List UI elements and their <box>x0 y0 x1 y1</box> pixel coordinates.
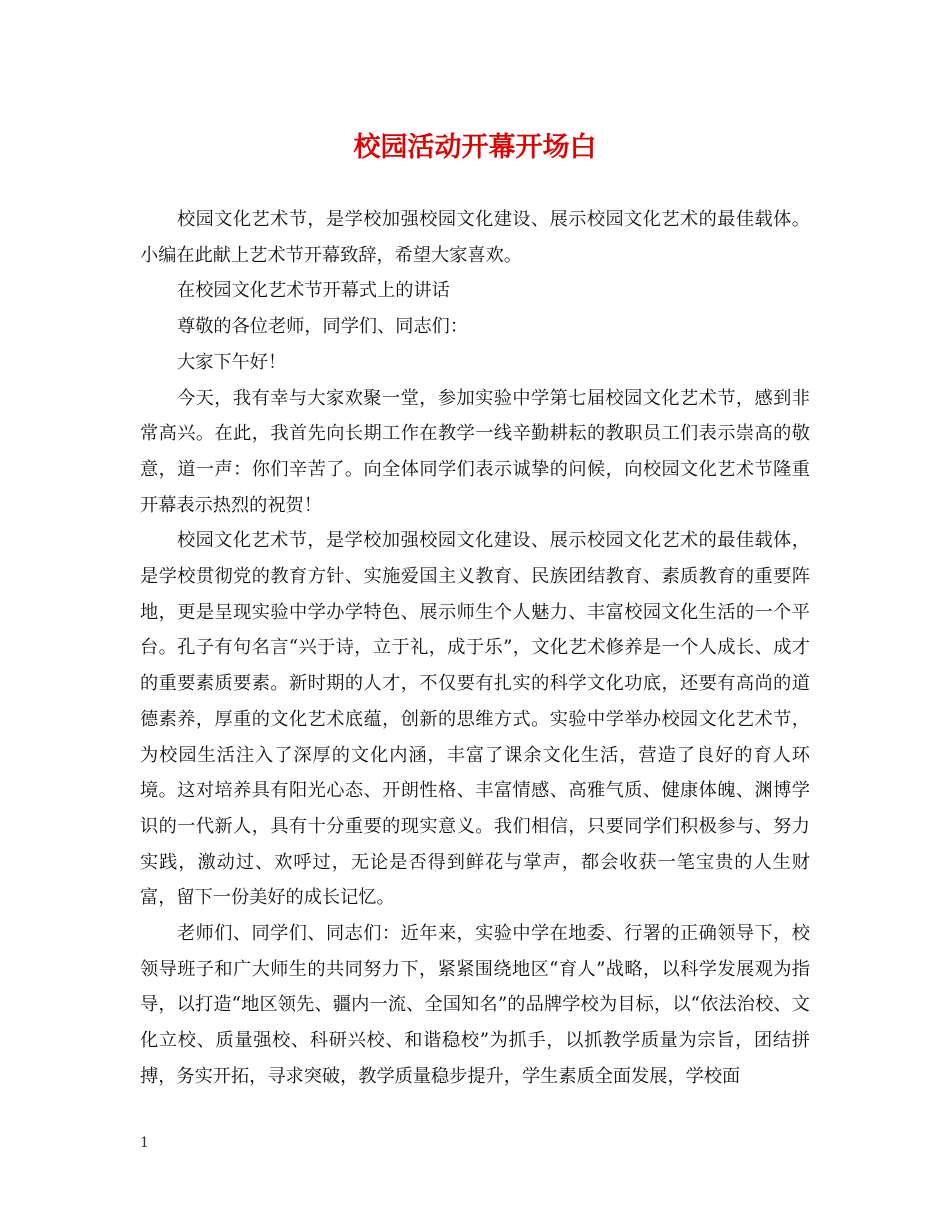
paragraph-speech-heading: 在校园文化艺术节开幕式上的讲话 <box>177 280 450 302</box>
document-body <box>140 202 810 1095</box>
paragraph-intro: 校园文化艺术节，是学校加强校园文化建设、展示校园文化艺术的最佳载体。小编在此献上艺术节开幕致辞，希望大家喜欢。 <box>140 209 810 266</box>
paragraph-greeting: 大家下午好！ <box>177 351 287 373</box>
paragraph-school-achievements: 老师们、同学们、同志们：近年来，实验中学在地委、行署的正确领导下，校领导班子和广大师生的共同努力下，紧紧围绕地区“育人”战略，以科学发展观为指导，以打造“地区领先、疆内一流、全国知名”的品牌学校为目标，以“依法治校、文化立校、质量强校、科研兴校、和谐稳校”为抓手，以抓教学质量为宗旨，团结拼搏，务实开拓，寻求突破，教学质量稳步提升，学生素质全面发展，学校面 <box>140 923 810 1087</box>
page-number: 1 <box>140 1135 149 1151</box>
paragraph-salutation: 尊敬的各位老师，同学们、同志们： <box>177 316 469 338</box>
paragraph-festival-significance: 校园文化艺术节，是学校加强校园文化建设、展示校园文化艺术的最佳载体，是学校贯彻党的教育方针、实施爱国主义教育、民族团结教育、素质教育的重要阵地，更是呈现实验中学办学特色、展示师生个人魅力、丰富校园文化生活的一个平台。孔子有句名言“兴于诗，立于礼，成于乐”，文化艺术修养是一个人成长、成才的重要素质要素。新时期的人才，不仅要有扎实的科学文化功底，还要有高尚的道德素养，厚重的文化艺术底蕴，创新的思维方式。实验中学举办校园文化艺术节，为校园生活注入了深厚的文化内涵，丰富了课余文化生活，营造了良好的育人环境。这对培养具有阳光心态、开朗性格、丰富情感、高雅气质、健康体魄、渊博学识的一代新人，具有十分重要的现实意义。我们相信，只要同学们积极参与、努力实践，激动过、欢呼过，无论是否得到鲜花与掌声，都会收获一笔宝贵的人生财富，留下一份美好的成长记忆。 <box>140 530 810 909</box>
paragraph-opening: 今天，我有幸与大家欢聚一堂，参加实验中学第七届校园文化艺术节，感到非常高兴。在此，我首先向长期工作在教学一线辛勤耕耘的教职员工们表示崇高的敬意，道一声：你们辛苦了。向全体同学们表示诚挚的问候，向校园文化艺术节隆重开幕表示热烈的祝贺！ <box>140 387 810 516</box>
document-title: 校园活动开幕开场白 <box>353 132 597 163</box>
